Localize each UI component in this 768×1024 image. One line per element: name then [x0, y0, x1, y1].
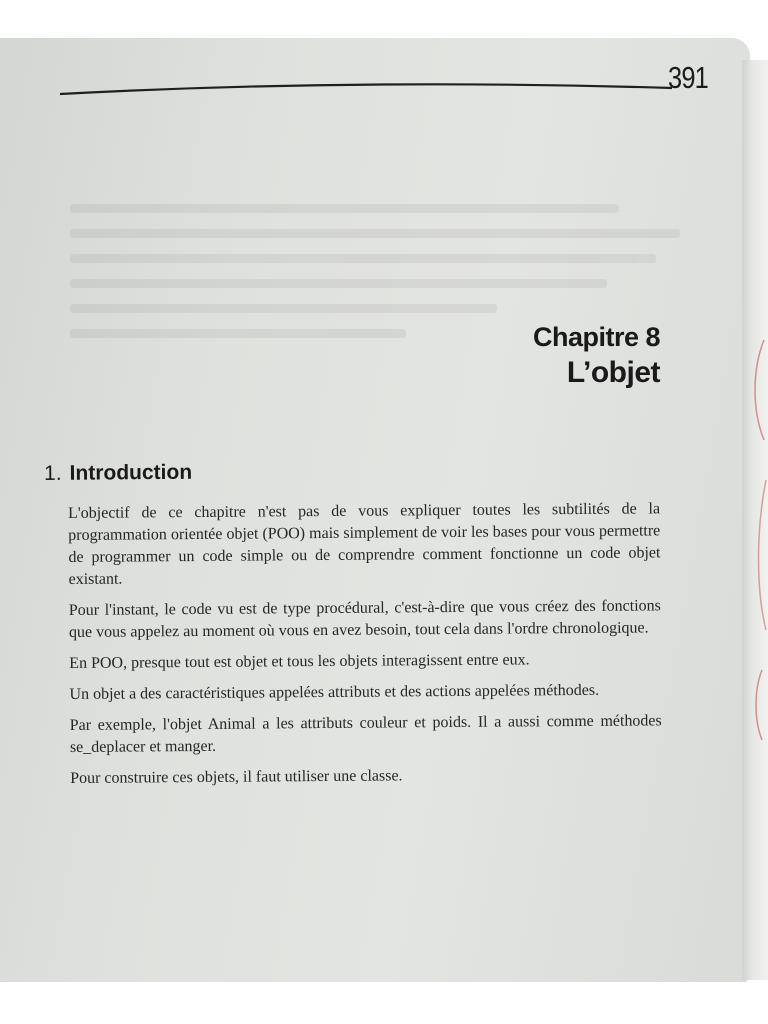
paragraph: Pour l'instant, le code vu est de type procédural, c'est-à-dire que vous créez des fonctions que vous appelez au moment où vous en avez besoin, tout cela dans l'ordre chronologique. — [68, 597, 661, 641]
background-top — [0, 0, 768, 40]
paragraph: En POO, presque tout est objet et tous les objets interagissent entre eux. — [69, 651, 530, 672]
chapter-label: Chapitre 8 — [532, 322, 660, 352]
background-bottom — [0, 982, 768, 1024]
chapter-title: L’objet — [566, 356, 660, 389]
paragraph: L'objectif de ce chapitre n'est pas de vous expliquer toutes les subtilités de la programmation orientée objet (POO) mais simplement de voir les bases pour vous permettre de programmer un code simple ou de comprendre comment fonctionne un code objet existant. — [68, 500, 661, 588]
body-text — [68, 498, 662, 799]
section-heading — [44, 461, 192, 486]
page-number: 391 — [668, 60, 708, 95]
paragraph: Par exemple, l'objet Animal a les attributs couleur et poids. Il a aussi comme méthodes se_deplacer et manger. — [69, 712, 662, 756]
chapter-heading — [533, 320, 660, 392]
paragraph: Pour construire ces objets, il faut utiliser une classe. — [70, 767, 403, 787]
header-rule — [60, 74, 672, 98]
margin-pencil-marks — [746, 330, 768, 750]
section-title: Introduction — [69, 460, 193, 485]
section-number: 1. — [44, 461, 62, 485]
paragraph: Un objet a des caractéristiques appelées attributs et des actions appelées méthodes. — [69, 681, 600, 703]
